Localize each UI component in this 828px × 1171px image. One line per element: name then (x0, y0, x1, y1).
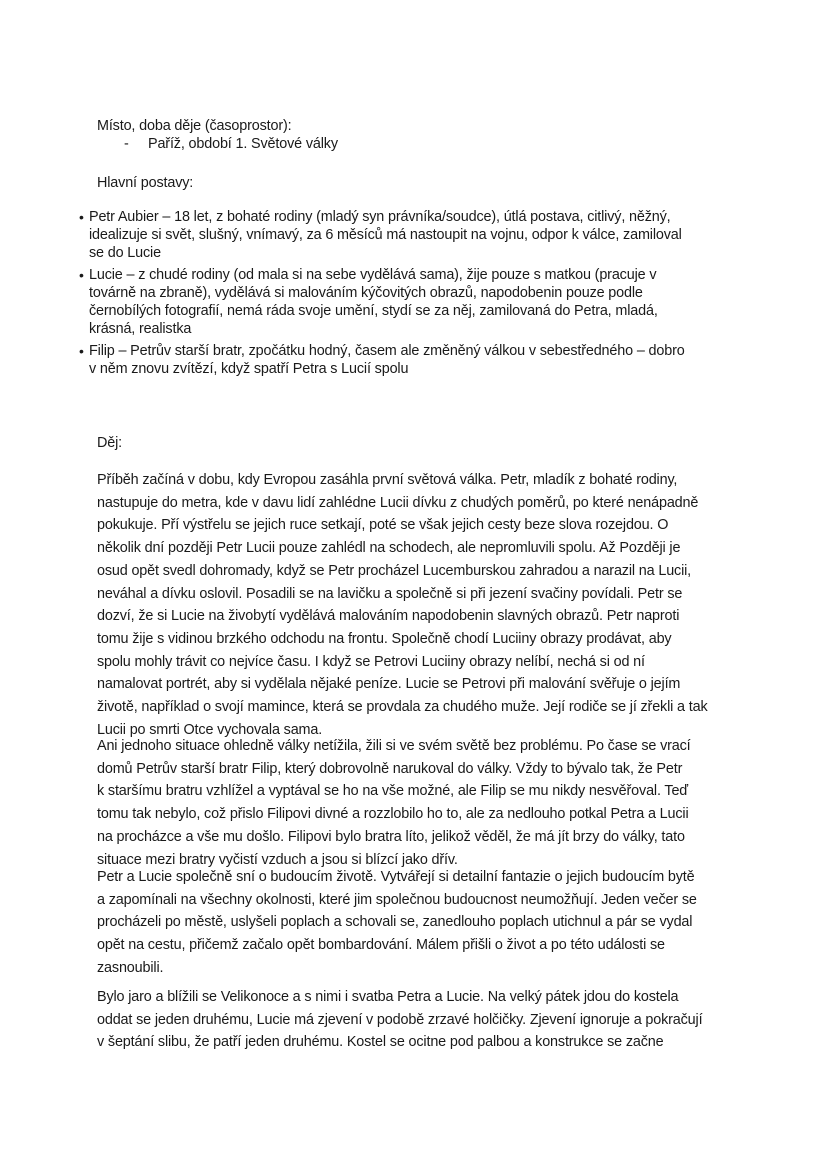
paragraph-line: Petr a Lucie společně sní o budoucím životě. Vytvářejí si detailní fantazie o jejich budoucím bytě (97, 869, 695, 885)
paragraph-line: dozví, že si Lucie na živobytí vydělává malováním napodobenin slavných obrazů. Petr naproti (97, 608, 680, 625)
character-line: Lucie – z chudé rodiny (od mala si na sebe vydělává sama), žije pouze s matkou (pracuje v (89, 267, 657, 283)
paragraph-line: osud opět svedl dohromady, když se Petr procházel Lucemburskou zahradou a narazil na Lucii, (97, 562, 692, 579)
paragraph-line: Lucii po smrti Otce vychovala sama. (97, 721, 323, 738)
paragraph-line: namalovat portrét, aby si vydělala nějaké peníze. Lucie se Petrovi při malování svěřuje o jejím (97, 676, 681, 693)
paragraph-line: pokukuje. Pří výstřelu se jejich ruce setkají, poté se však jejich cesty beze slova rozejdou. O (97, 517, 669, 534)
paragraph-line: spolu mohly trávit co nejvíce času. I když se Petrovi Luciiny obrazy nelíbí, nechá si od ní (97, 653, 645, 670)
paragraph-line: v šeptání slibu, že patří jeden druhému. Kostel se ocitne pod palbou a konstrukce se začne (97, 1034, 664, 1051)
paragraph-line: Příběh začíná v dobu, kdy Evropou zasáhla první světová válka. Petr, mladík z bohaté rodiny, (97, 472, 678, 488)
paragraph-line: neváhal a dívku oslovil. Posadili se na lavičku a společně si při jezení svačiny povídali. Petr se (97, 585, 683, 602)
paragraph-line: nastupuje do metra, kde v davu lidí zahlédne Lucii dívku z chudých poměrů, po které nenápadně (97, 494, 699, 511)
bullet-icon: • (79, 267, 84, 283)
setting-heading: Místo, doba děje (časoprostor): (97, 118, 292, 134)
character-line: v něm znovu zvítězí, když spatří Petra s Lucií spolu (89, 361, 409, 377)
paragraph-line: Ani jednoho situace ohledně války netížila, žili si ve svém světě bez problému. Po čase se vrací (97, 738, 691, 754)
plot-paragraph-4 (97, 986, 747, 1054)
character-line: krásná, realistka (89, 321, 192, 337)
paragraph-line: tomu tak nebylo, což přislo Filipovi divné a rozzlobilo ho to, ale za nedlouho potkal Petra a Lucii (97, 806, 689, 823)
plot-paragraph-2 (97, 735, 747, 871)
character-line: černobílých fotografií, nemá ráda svoje umění, stydí se za něj, zamilovaná do Petra, mladá, (89, 303, 658, 319)
paragraph-line: a zapomínali na všechny okolnosti, které jim společnou budoucnost neumožňují. Jeden večer se (97, 891, 697, 908)
character-line: Petr Aubier – 18 let, z bohaté rodiny (mladý syn právníka/soudce), útlá postava, citlivý, něžný, (89, 209, 671, 225)
paragraph-line: opět na cestu, přičemž začalo opět bombardování. Málem přišli o život a po této události se (97, 937, 665, 954)
dash-marker: - (124, 136, 129, 152)
paragraph-line: situace mezi bratry vyčistí vzduch a jsou si blízcí jako dřív. (97, 851, 458, 868)
paragraph-line: procházeli po městě, uslyšeli poplach a schovali se, zanedlouho poplach utichnul a pár se vydal (97, 914, 693, 931)
setting-list-item (124, 134, 338, 155)
paragraph-line: několik dní později Petr Lucii pouze zahlédl na schodech, ale nepromluvili spolu. Až Později je (97, 540, 681, 557)
paragraph-line: oddat se jeden druhému, Lucie má zjevení v podobě zrzavé holčičky. Zjevení ignoruje a pokračují (97, 1011, 703, 1028)
character-line: se do Lucie (89, 245, 161, 261)
paragraph-line: domů Petrův starší bratr Filip, který dobrovolně narukoval do války. Vždy to bývalo tak, že Petr (97, 760, 683, 777)
plot-heading: Děj: (97, 435, 122, 451)
plot-paragraph-3 (97, 866, 747, 980)
paragraph-line: životě, například o svojí mamince, která se provdala za chudého muže. Její rodiče se jí zřekli a tak (97, 699, 708, 716)
bullet-icon: • (79, 343, 84, 359)
character-line: Filip – Petrův starší bratr, zpočátku hodný, časem ale změněný válkou v sebestředného – dobro (89, 343, 685, 359)
plot-paragraph-1 (97, 469, 747, 741)
character-line: idealizuje si svět, slušný, vnímavý, za 6 měsíců má nastoupit na vojnu, odpor k válce, zamiloval (89, 227, 682, 243)
paragraph-line: tomu žije s vidinou brzkého odchodu na frontu. Společně chodí Luciiny obrazy prodávat, aby (97, 630, 672, 647)
bullet-icon: • (79, 209, 84, 225)
paragraph-line: na procházce a vše mu došlo. Filipovi bylo bratra líto, jelikož věděl, že má jít brzy do války, tato (97, 828, 685, 845)
paragraph-line: Bylo jaro a blížili se Velikonoce a s nimi i svatba Petra a Lucie. Na velký pátek jdou do kostela (97, 989, 679, 1005)
characters-heading: Hlavní postavy: (97, 175, 194, 191)
paragraph-line: zasnoubili. (97, 959, 164, 976)
paragraph-line: k staršímu bratru vzhlížel a vyptával se ho na vše možné, ale Filip se mu nikdy nesvěřoval. Teď (97, 783, 689, 800)
setting-item-text: Paříž, období 1. Světové války (148, 136, 338, 152)
character-line: továrně na zbraně), vydělává si malováním kýčovitých obrazů, napodobenin pouze podle (89, 285, 643, 301)
